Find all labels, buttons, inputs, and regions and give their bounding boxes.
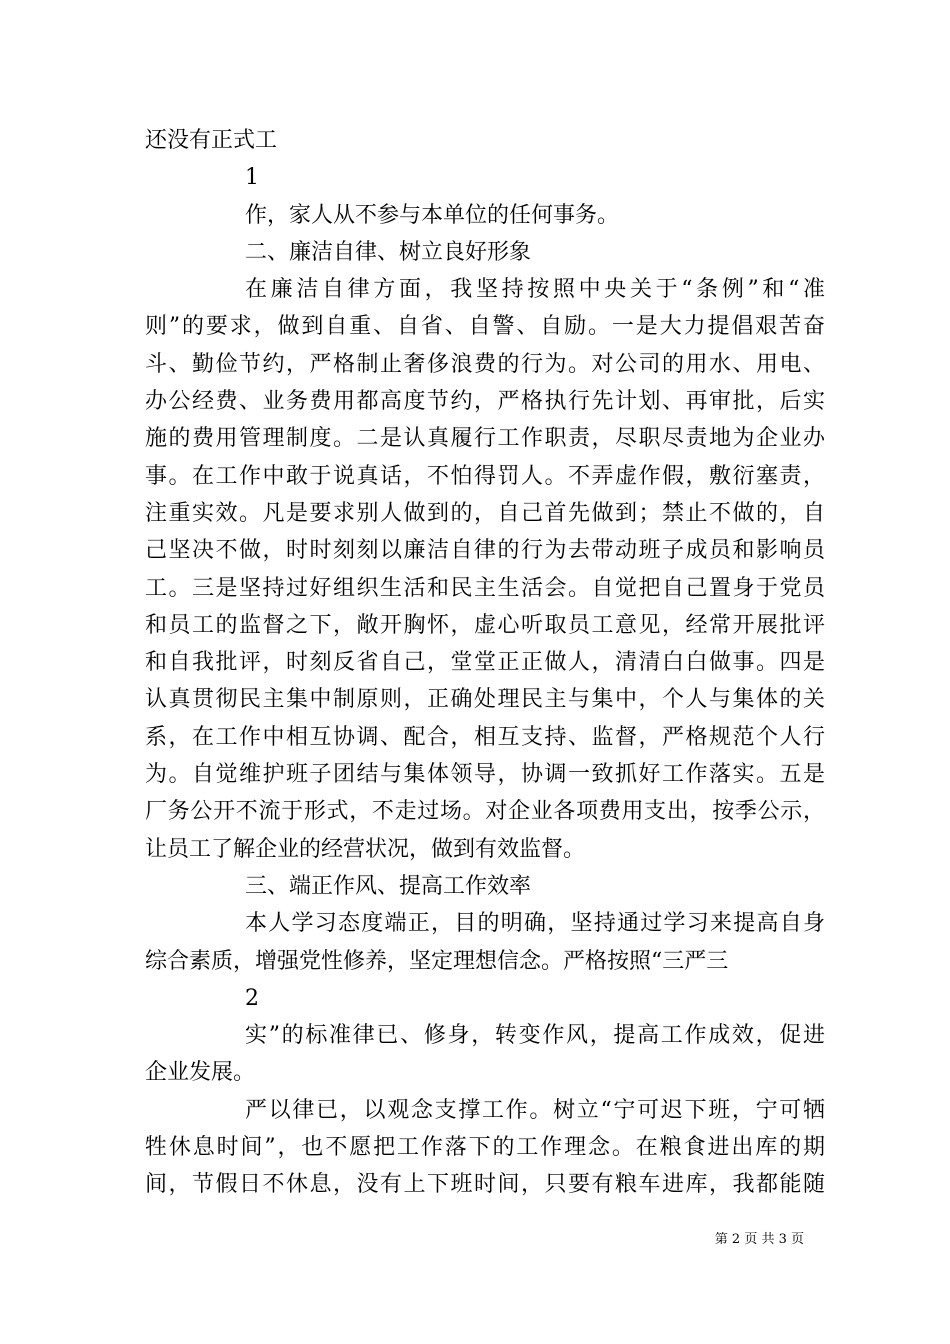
text-line: 本人学习态度端正，目的明确，坚持通过学习来提高自身 bbox=[245, 911, 825, 937]
body-text bbox=[145, 122, 825, 1204]
page-count-label: 第 2 页 共 3 页 bbox=[714, 1232, 804, 1247]
text-line: 厂务公开不流于形式，不走过场。对企业各项费用支出，按季公示， bbox=[145, 799, 825, 825]
text-line: 认真贯彻民主集中制原则，正确处理民主与集中，个人与集体的关 bbox=[145, 687, 825, 713]
section-heading: 二、廉洁自律、树立良好形象 bbox=[245, 239, 532, 265]
text-line: 办公经费、业务费用都高度节约，严格执行先计划、再审批，后实 bbox=[145, 389, 825, 415]
text-line: 还没有正式工 bbox=[145, 128, 278, 153]
text-line: 实”的标准律已、修身，转变作风，提高工作成效，促进 bbox=[245, 1023, 825, 1049]
text-line: 为。自觉维护班子团结与集体领导，协调一致抓好工作落实。五是 bbox=[145, 762, 825, 788]
text-line: 让员工了解企业的经营状况，做到有效监督。 bbox=[145, 836, 586, 862]
text-line: 施的费用管理制度。二是认真履行工作职责，尽职尽责地为企业办 bbox=[145, 426, 825, 452]
text-line: 和自我批评，时刻反省自己，堂堂正正做人，清清白白做事。四是 bbox=[145, 650, 825, 676]
text-line: 间，节假日不休息，没有上下班时间，只要有粮车进库，我都能随 bbox=[145, 1172, 825, 1198]
text-line: 综合素质，增强党性修养，坚定理想信念。严格按照“三严三 bbox=[145, 948, 729, 974]
text-line: 注重实效。凡是要求别人做到的，自己首先做到；禁止不做的，自 bbox=[145, 500, 825, 526]
page-footer bbox=[715, 1231, 804, 1249]
text-line: 牲休息时间”，也不愿把工作落下的工作理念。在粮食进出库的期 bbox=[145, 1135, 825, 1161]
text-line: 工。三是坚持过好组织生活和民主生活会。自觉把自己置身于党员 bbox=[145, 575, 825, 601]
section-heading: 三、端正作风、提高工作效率 bbox=[245, 873, 532, 899]
text-line: 则”的要求，做到自重、自省、自警、自励。一是大力提倡艰苦奋 bbox=[145, 314, 825, 340]
page-number-marker: 1 bbox=[245, 165, 259, 191]
text-line: 己坚决不做，时时刻刻以廉洁自律的行为去带动班子成员和影响员 bbox=[145, 538, 825, 564]
page-number-marker: 2 bbox=[245, 985, 259, 1011]
text-line: 系，在工作中相互协调、配合，相互支持、监督，严格规范个人行 bbox=[145, 724, 825, 750]
text-line: 事。在工作中敢于说真话，不怕得罚人。不弄虚作假，敷衍塞责， bbox=[145, 463, 825, 489]
text-line: 作，家人从不参与本单位的任何事务。 bbox=[245, 202, 620, 228]
text-line: 斗、勤俭节约，严格制止奢侈浪费的行为。对公司的用水、用电、 bbox=[145, 351, 825, 377]
text-line: 在廉洁自律方面，我坚持按照中央关于“条例”和“准 bbox=[245, 277, 825, 303]
text-line: 企业发展。 bbox=[145, 1060, 256, 1086]
text-line: 严以律已，以观念支撑工作。树立“宁可迟下班，宁可牺 bbox=[245, 1097, 825, 1123]
text-line: 和员工的监督之下，敞开胸怀，虚心听取员工意见，经常开展批评 bbox=[145, 612, 825, 638]
